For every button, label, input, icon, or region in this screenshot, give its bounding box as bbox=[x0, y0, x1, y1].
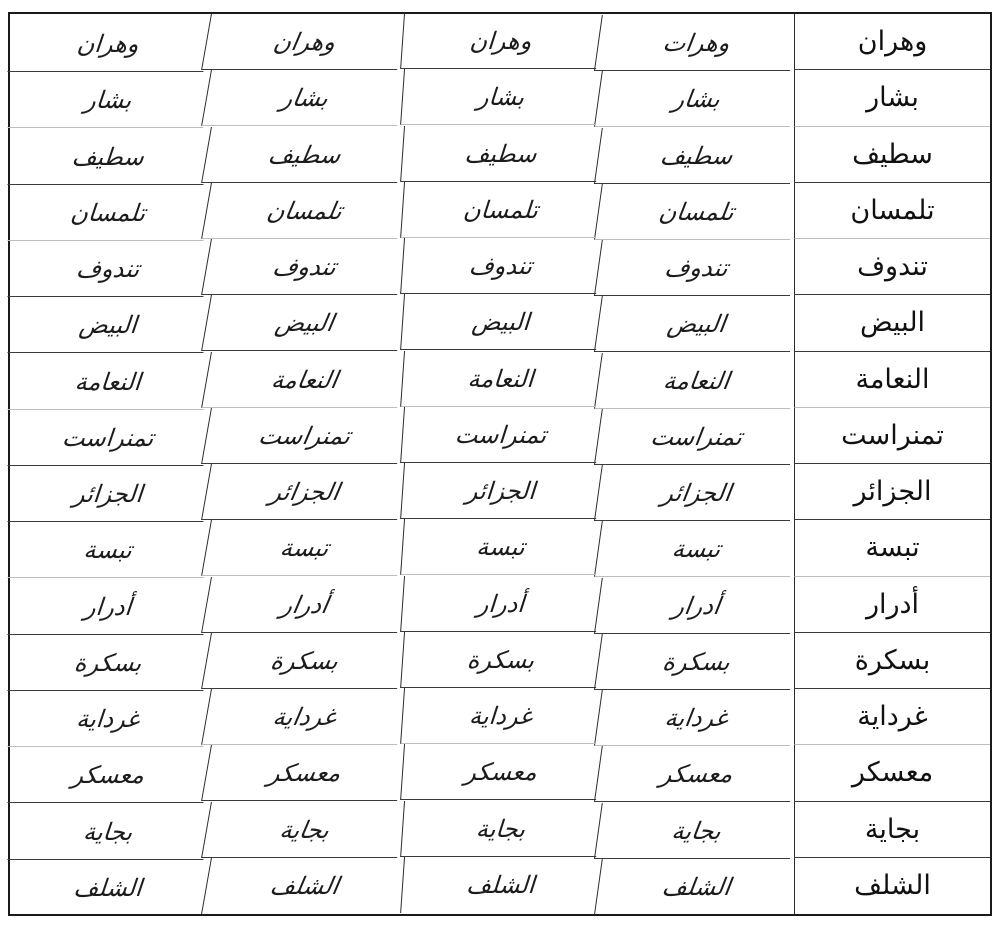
handwritten-sample-cell: معسكر bbox=[7, 747, 208, 803]
handwritten-sample-cell: تبسة bbox=[400, 519, 600, 575]
handwritten-sample-cell: بجاية bbox=[7, 804, 208, 860]
printed-city-cell: بشار bbox=[794, 70, 990, 126]
handwritten-sample-cell: سطيف bbox=[594, 128, 798, 184]
printed-city-cell: تندوف bbox=[794, 239, 990, 295]
handwritten-sample-cell: بشار bbox=[400, 69, 600, 125]
handwritten-sample-cell: بسكرة bbox=[594, 634, 798, 690]
handwritten-sample-cell: أدرار bbox=[594, 578, 798, 634]
handwritten-sample-cell: تلمسان bbox=[201, 183, 407, 239]
handwritten-sample-cell: تبسة bbox=[7, 522, 208, 578]
handwritten-sample-cell: بجاية bbox=[400, 801, 600, 857]
handwritten-sample-cell: البيض bbox=[594, 296, 798, 352]
handwritten-sample-cell: تمنراست bbox=[400, 407, 600, 463]
handwritten-sample-cell: أدرار bbox=[7, 579, 208, 635]
handwritten-sample-cell: بسكرة bbox=[400, 632, 600, 688]
handwritten-sample-cell: غرداية bbox=[594, 690, 798, 746]
printed-city-cell: بجاية bbox=[794, 802, 990, 858]
handwritten-sample-cell: الشلف bbox=[594, 859, 798, 915]
handwritten-sample-cell: البيض bbox=[400, 294, 600, 350]
handwritten-sample-cell: بسكرة bbox=[7, 635, 208, 691]
handwritten-sample-cell: تمنراست bbox=[7, 410, 208, 466]
handwritten-sample-cell: الجزائر bbox=[400, 463, 600, 519]
handwritten-sample-cell: بشار bbox=[594, 71, 798, 127]
handwritten-sample-cell: النعامة bbox=[400, 351, 600, 407]
printed-city-cell: النعامة bbox=[794, 352, 990, 408]
handwritten-sample-cell: بجاية bbox=[594, 803, 798, 859]
printed-city-cell: غرداية bbox=[794, 689, 990, 745]
printed-city-cell: معسكر bbox=[794, 745, 990, 801]
handwritten-sample-cell: بشار bbox=[7, 72, 208, 128]
printed-city-cell: الشلف bbox=[794, 858, 990, 914]
handwritten-sample-cell: تبسة bbox=[594, 521, 798, 577]
handwritten-sample-cell: النعامة bbox=[594, 353, 798, 409]
handwritten-sample-cell: الشلف bbox=[201, 858, 407, 914]
printed-city-cell: تمنراست bbox=[794, 408, 990, 464]
handwritten-sample-cell: وهرات bbox=[594, 15, 798, 71]
printed-city-cell: وهران bbox=[794, 14, 990, 70]
handwritten-sample-cell: تمنراست bbox=[201, 408, 407, 464]
handwritten-sample-cell: الجزائر bbox=[594, 465, 798, 521]
handwritten-sample-cell: معسكر bbox=[594, 746, 798, 802]
printed-city-cell: الجزائر bbox=[794, 464, 990, 520]
handwritten-sample-cell: الشلف bbox=[72, 873, 144, 902]
handwritten-sample-cell: وهران bbox=[400, 13, 600, 69]
handwritten-sample-cell: النعامة bbox=[7, 354, 208, 410]
handwritten-sample-cell: سطيف bbox=[400, 126, 600, 182]
printed-city-cell: تلمسان bbox=[794, 183, 990, 239]
handwritten-sample-cell: غرداية bbox=[201, 689, 407, 745]
handwritten-sample-cell: النعامة bbox=[201, 352, 407, 408]
handwritten-sample-cell: تندوف bbox=[7, 241, 208, 297]
handwritten-sample-cell: الجزائر bbox=[7, 466, 208, 522]
handwritten-sample-cell: أدرار bbox=[400, 576, 600, 632]
handwritten-sample-cell: معسكر bbox=[400, 744, 600, 800]
printed-city-cell: تبسة bbox=[794, 520, 990, 576]
handwritten-sample-cell: تلمسان bbox=[7, 185, 208, 241]
handwritten-sample-cell: أدرار bbox=[201, 577, 407, 633]
handwritten-sample-cell: تبسة bbox=[201, 520, 407, 576]
handwritten-sample-cell: تلمسان bbox=[594, 184, 798, 240]
handwritten-sample-cell: غرداية bbox=[7, 691, 208, 747]
printed-city-cell: أدرار bbox=[794, 577, 990, 633]
handwritten-sample-cell: الجزائر bbox=[201, 464, 407, 520]
handwritten-sample-cell: بجاية bbox=[201, 802, 407, 858]
handwriting-sample-table bbox=[8, 12, 992, 916]
handwritten-sample-cell: سطيف bbox=[7, 129, 208, 185]
handwritten-sample-cell: تندوف bbox=[594, 240, 798, 296]
handwritten-sample-cell: وهران bbox=[7, 16, 208, 72]
handwritten-sample-cell: سطيف bbox=[201, 127, 407, 183]
printed-city-cell: البيض bbox=[794, 295, 990, 351]
handwritten-sample-cell: الشلف bbox=[400, 857, 600, 913]
handwritten-sample-cell: البيض bbox=[201, 295, 407, 351]
handwritten-sample-cell: بشار bbox=[201, 70, 407, 126]
handwritten-sample-cell: غرداية bbox=[400, 688, 600, 744]
handwritten-sample-cell: البيض bbox=[7, 297, 208, 353]
handwritten-sample-cell: تندوف bbox=[201, 239, 407, 295]
printed-city-cell: سطيف bbox=[794, 127, 990, 183]
handwritten-sample-cell: تندوف bbox=[400, 238, 600, 294]
handwritten-sample-cell: وهران bbox=[201, 14, 407, 70]
handwritten-sample-cell: معسكر bbox=[201, 745, 407, 801]
handwritten-sample-cell: تمنراست bbox=[594, 409, 798, 465]
handwritten-sample-cell: بسكرة bbox=[201, 633, 407, 689]
handwritten-sample-cell: تلمسان bbox=[400, 182, 600, 238]
printed-city-cell: بسكرة bbox=[794, 633, 990, 689]
